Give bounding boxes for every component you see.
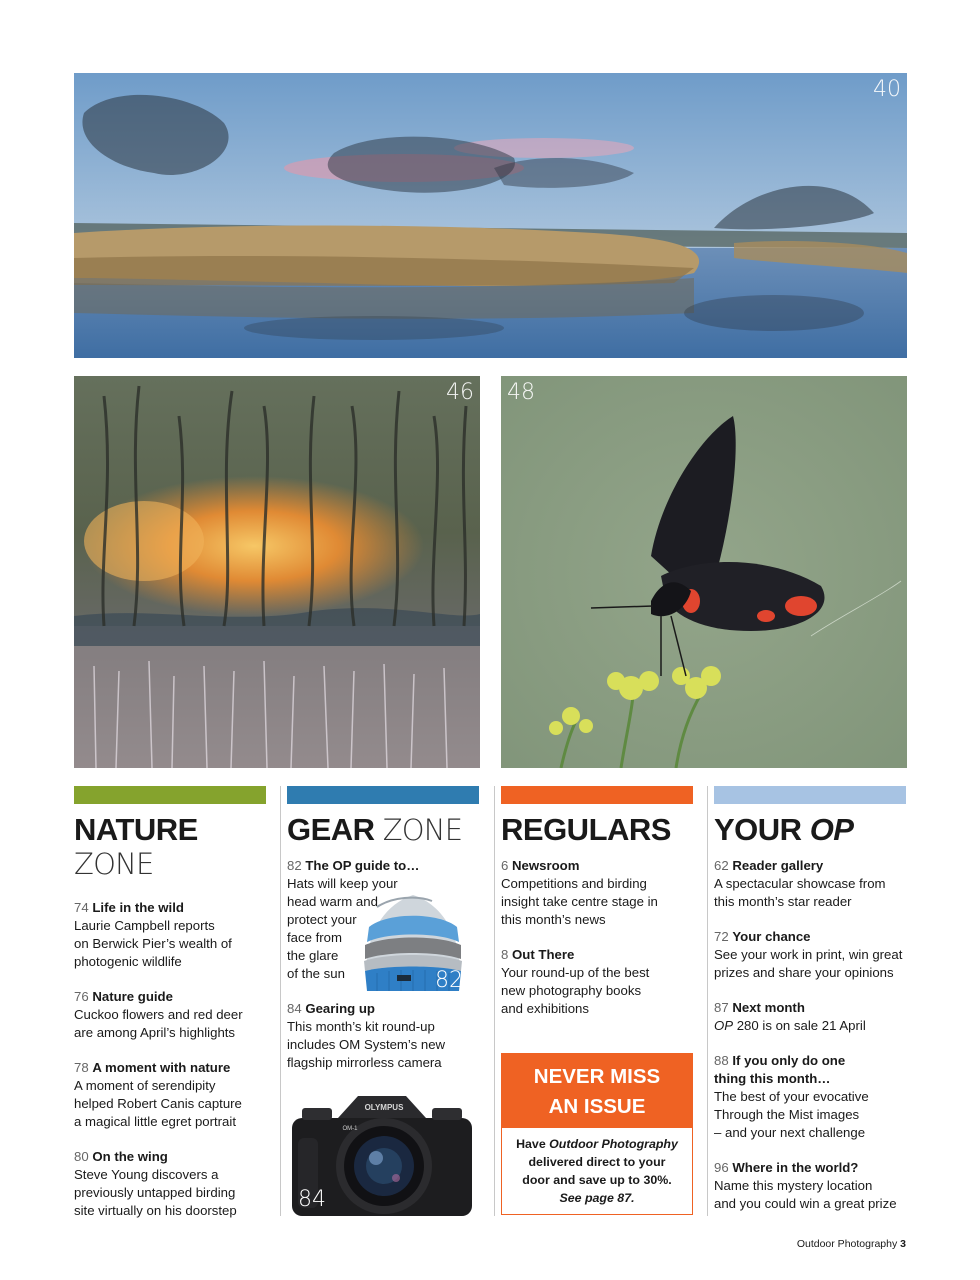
contents-entry[interactable]: 78 A moment with nature A moment of serendipity helped Robert Canis capture a magical little egret portrait (74, 1060, 242, 1129)
page-number-label: 40 (873, 77, 901, 102)
subscription-promo-box[interactable] (501, 1053, 693, 1215)
camera-model-text: OM-1 (342, 1126, 358, 1132)
contents-entry[interactable]: 82 The OP guide to… Hats will keep your head warm and protect your face from the glare of the sun (287, 858, 420, 981)
contents-entry[interactable]: 72 Your chance See your work in print, win great prizes and share your opinions (714, 929, 903, 980)
contents-entry[interactable]: 88 If you only do one thing this month… The best of your evocative Through the Mist images – and your next challenge (714, 1053, 869, 1140)
contents-entry[interactable]: 84 Gearing up This month’s kit round-up includes OM System’s new flagship mirrorless camera (287, 1001, 446, 1070)
section-title-bold: GEAR (287, 812, 375, 847)
contents-entry[interactable]: 74 Life in the wild Laurie Campbell reports on Berwick Pier’s wealth of photogenic wildlife (74, 900, 232, 969)
camera-brand-text: OLYMPUS (364, 1103, 404, 1112)
column-divider (707, 786, 708, 1216)
contents-entry[interactable]: 87 Next month OP 280 is on sale 21 April (714, 1000, 866, 1033)
contents-entry[interactable]: 8 Out There Your round-up of the best new photography books and exhibitions (501, 947, 650, 1016)
section-nature-zone (74, 786, 266, 1220)
section-color-bar (714, 786, 906, 804)
footer-page-number: 3 (900, 1238, 906, 1250)
promo-heading: NEVER MISS AN ISSUE (502, 1054, 692, 1128)
page-number-label: 48 (507, 380, 535, 405)
section-title-light: ZONE (382, 813, 463, 847)
page-number-label: 84 (298, 1187, 326, 1212)
section-title: YOUR OP (714, 812, 854, 847)
section-title (287, 813, 479, 847)
photo-butterfly-on-flower (501, 376, 907, 768)
section-title-light: ZONE (74, 847, 154, 881)
beanie-hat-image (357, 887, 469, 995)
promo-text: Have Outdoor Photography delivered direct to your door and save up to 30%. See page 87. (516, 1137, 678, 1205)
section-color-bar (74, 786, 266, 804)
section-your-op (714, 786, 906, 1213)
page-footer (797, 1238, 906, 1250)
page-number-label: 46 (446, 380, 474, 405)
section-title: REGULARS (501, 812, 671, 847)
section-title-bold: NATURE (74, 812, 198, 847)
contents-entry[interactable]: 96 Where in the world? Name this mystery location and you could win a great prize (714, 1160, 897, 1211)
contents-entry[interactable]: 6 Newsroom Competitions and birding insight take centre stage in this month’s news (501, 858, 658, 927)
section-color-bar (501, 786, 693, 804)
contents-entry[interactable]: 62 Reader gallery A spectacular showcase from this month’s star reader (714, 858, 886, 909)
photo-reed-fire-reflection (74, 376, 480, 768)
section-regulars (501, 786, 693, 1018)
om-system-camera-image (288, 1088, 476, 1218)
contents-entry[interactable]: 76 Nature guide Cuckoo flowers and red deer are among April’s highlights (74, 989, 243, 1040)
footer-magazine-name: Outdoor Photography (796, 1238, 898, 1250)
contents-entry[interactable]: 80 On the wing Steve Young discovers a previously untapped birding site virtually on his doorstep (74, 1149, 237, 1218)
photo-starling-murmuration (74, 73, 907, 358)
column-divider (280, 786, 281, 1216)
section-color-bar (287, 786, 479, 804)
page-number-label: 82 (435, 968, 463, 993)
column-divider (494, 786, 495, 1216)
section-title (74, 813, 266, 881)
